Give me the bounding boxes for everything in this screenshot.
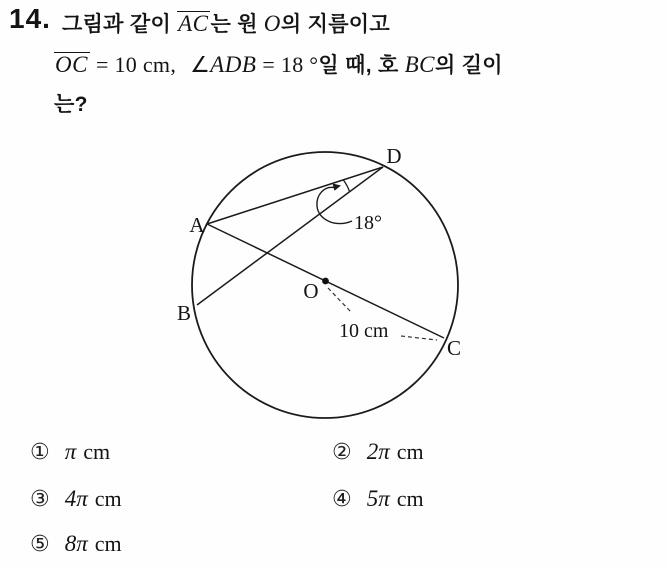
angle-leader-arrow xyxy=(317,187,352,223)
option-4-circled-number: ④ xyxy=(332,487,352,512)
option-1-value: π xyxy=(64,439,77,464)
angle-value-label: 18° xyxy=(354,212,382,234)
line2-text-1: 일 때, 호 xyxy=(318,54,399,77)
line1-text-3: 의 지름이고 xyxy=(280,13,390,36)
option-5-unit: cm xyxy=(94,531,122,556)
option-1-unit: cm xyxy=(83,439,111,464)
question-number: 14. xyxy=(9,3,51,34)
answer-option-4 xyxy=(332,486,424,512)
segment-ac-symbol: AC xyxy=(178,11,209,36)
point-label-a: A xyxy=(189,213,205,237)
angle-equation: = 18 ° xyxy=(262,52,319,77)
option-5-value: 8π xyxy=(64,531,88,556)
option-2-circled-number: ② xyxy=(332,440,352,465)
question-line-2 xyxy=(54,49,503,79)
option-1-circled-number: ① xyxy=(30,440,50,465)
line2-text-2: 의 길이 xyxy=(434,54,503,77)
arc-bc-symbol: BC xyxy=(404,52,435,77)
option-2-unit: cm xyxy=(396,439,424,464)
angle-icon: ∠ xyxy=(190,52,211,77)
option-5-circled-number: ⑤ xyxy=(30,532,50,557)
question-line-1 xyxy=(62,8,390,38)
circle-diagram xyxy=(150,130,480,430)
point-label-c: C xyxy=(446,336,462,360)
angle-adb-symbol: ADB xyxy=(210,52,257,77)
option-4-value: 5π xyxy=(366,486,390,511)
chord-bd-line xyxy=(197,167,383,305)
option-4-unit: cm xyxy=(396,486,424,511)
option-3-circled-number: ③ xyxy=(30,487,50,512)
answer-option-1 xyxy=(30,439,110,465)
line1-text-1: 그림과 같이 xyxy=(62,13,172,36)
option-3-value: 4π xyxy=(64,486,88,511)
answer-option-3 xyxy=(30,486,122,512)
answer-option-5 xyxy=(30,531,122,557)
angle-tick-arc xyxy=(343,180,350,192)
center-o-symbol: O xyxy=(263,11,281,36)
point-label-b: B xyxy=(176,301,192,325)
circle-outline xyxy=(192,152,458,418)
point-label-o: O xyxy=(303,279,319,303)
option-2-value: 2π xyxy=(366,439,390,464)
segment-oc-symbol: OC xyxy=(55,52,88,77)
point-label-d: D xyxy=(386,144,402,168)
option-3-unit: cm xyxy=(94,486,122,511)
answer-option-2 xyxy=(332,439,424,465)
center-point-dot xyxy=(322,278,329,285)
radius-value-label: 10 cm xyxy=(339,320,389,342)
line1-text-2: 는 원 xyxy=(210,13,258,36)
radius-leader-dash-2 xyxy=(401,336,437,340)
question-line-3: 는? xyxy=(54,93,88,116)
arrowhead-icon xyxy=(333,184,342,191)
oc-equation: = 10 cm, xyxy=(95,52,177,77)
